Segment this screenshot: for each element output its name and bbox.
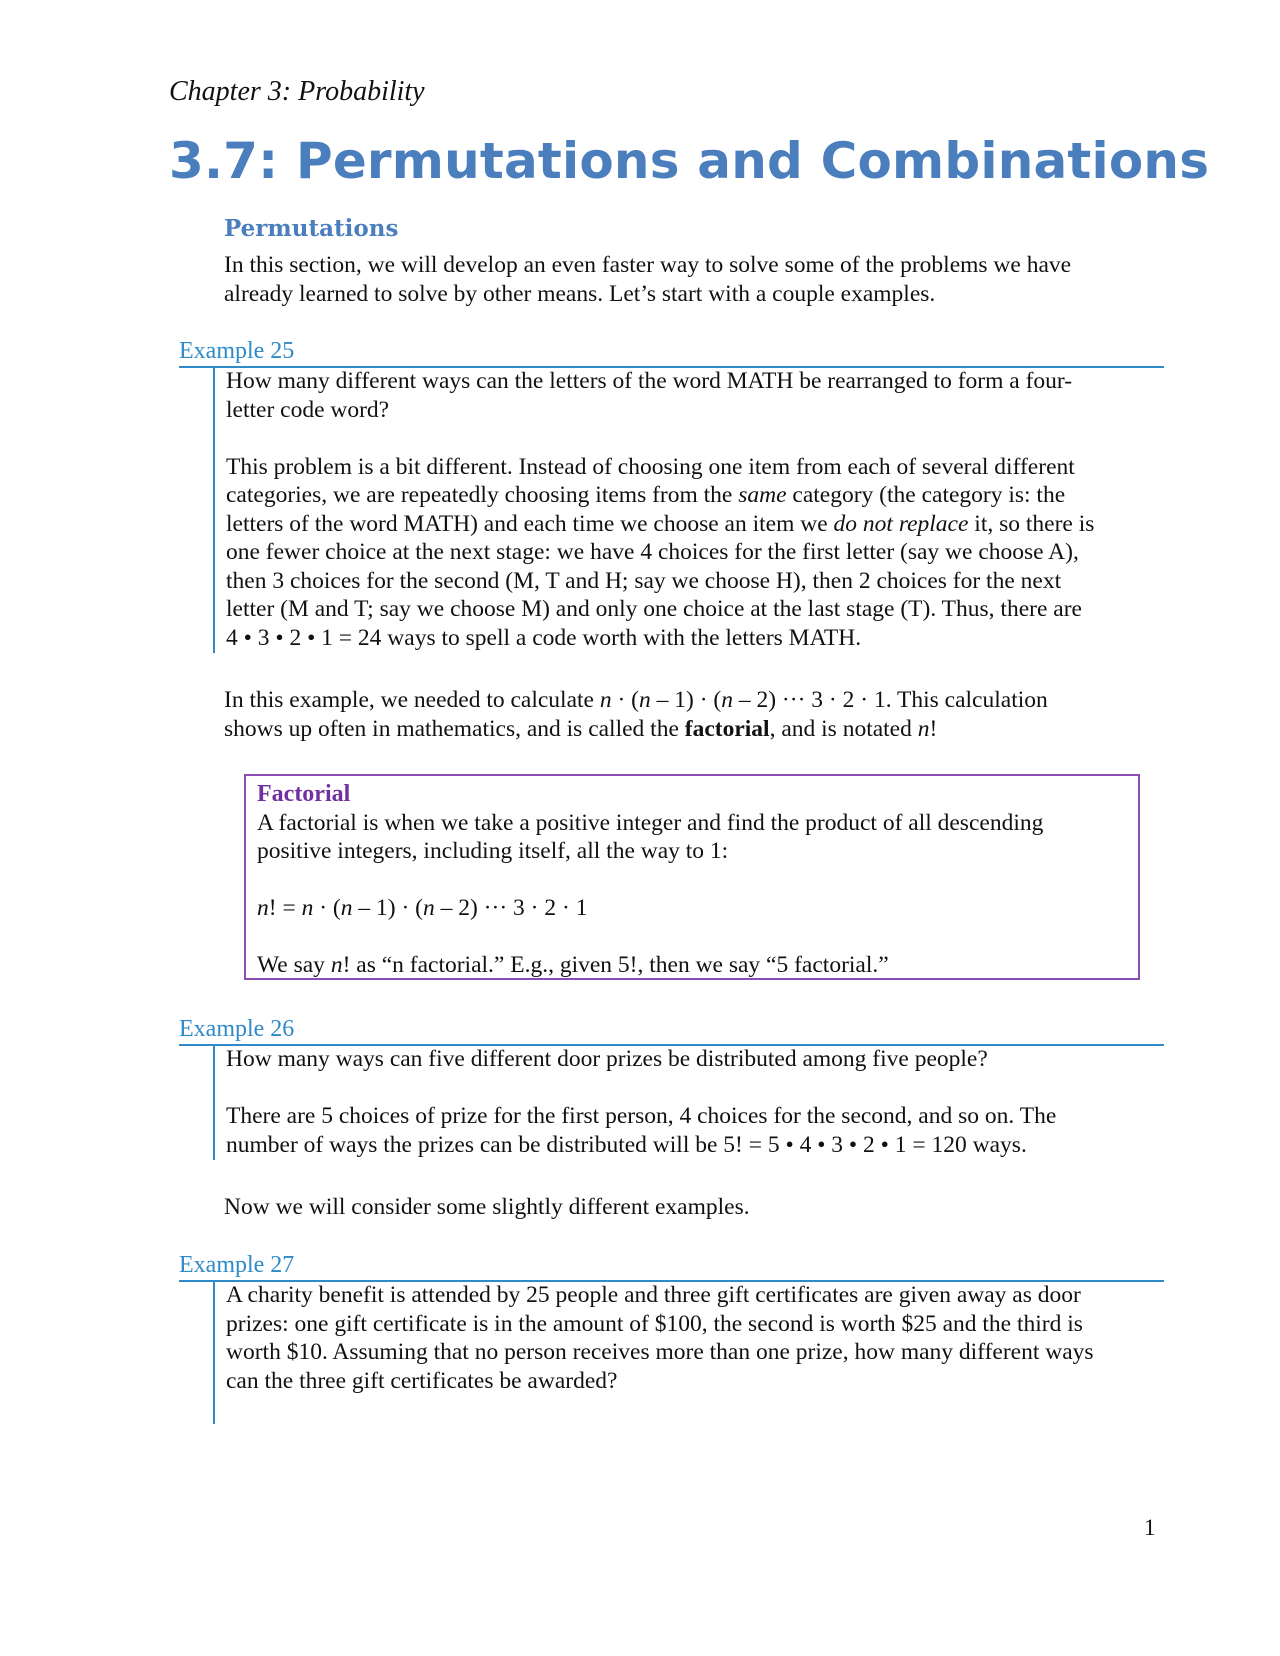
- text-run: We say: [257, 952, 331, 978]
- math-var: n: [330, 952, 343, 978]
- math-var: n: [917, 715, 930, 742]
- example-line: worth $10. Assuming that no person receives more than one prize, how many different ways: [226, 1339, 1094, 1365]
- definition-line: [257, 951, 1127, 980]
- text-run: – 1) · (: [352, 895, 423, 921]
- example-27-body: [226, 1281, 1156, 1395]
- math-var: n: [639, 687, 651, 713]
- example-line: A charity benefit is attended by 25 people and three gift certificates are given away as door: [226, 1282, 1081, 1308]
- example-line: This problem is a bit different. Instead of choosing one item from each of several different: [226, 453, 1075, 480]
- section-heading: Permutations: [224, 215, 399, 242]
- intro-paragraph: [224, 251, 1144, 308]
- example-line: letter code word?: [226, 396, 390, 423]
- chapter-header: Chapter 3: Probability: [169, 76, 425, 107]
- example-line: letter (M and T; say we choose M) and only one choice at the last stage (T). Thus, there are: [226, 596, 1082, 622]
- example-line: [226, 481, 1156, 510]
- paragraph-line: [224, 686, 1144, 715]
- example-line: number of ways the prizes can be distributed will be 5! = 5 • 4 • 3 • 2 • 1 = 120 ways.: [226, 1131, 1027, 1158]
- text-run: In this example, we needed to calculate: [224, 687, 600, 713]
- text-run: , and is notated: [769, 715, 918, 742]
- example-line: How many different ways can the letters of the word MATH be rearranged to form a four-: [226, 368, 1073, 394]
- math-var: n: [340, 895, 353, 921]
- text-run: – 2) ··· 3 · 2 · 1: [434, 895, 588, 921]
- example-25-bar: [213, 367, 215, 653]
- example-26-bar: [213, 1045, 215, 1160]
- text-run: ! =: [268, 895, 302, 921]
- text-run: categories, we are repeatedly choosing items from the: [226, 482, 739, 508]
- page-title: 3.7: Permutations and Combinations: [169, 132, 1210, 190]
- definition-content: [257, 780, 1127, 980]
- intro-line: already learned to solve by other means. Let’s start with a couple examples.: [224, 280, 936, 307]
- definition-line: positive integers, including itself, all the way to 1:: [257, 838, 729, 864]
- definition-box: [244, 774, 1140, 980]
- example-line: There are 5 choices of prize for the first person, 4 choices for the second, and so on. The: [226, 1103, 1057, 1129]
- definition-line: A factorial is when we take a positive integer and find the product of all descending: [257, 809, 1044, 836]
- text-run: letters of the word MATH) and each time we choose an item we: [226, 510, 834, 537]
- math-var: n: [257, 895, 269, 921]
- text-run: !: [929, 715, 938, 742]
- term-factorial: factorial: [684, 715, 770, 742]
- example-line: can the three gift certificates be awarded?: [226, 1367, 618, 1394]
- example-line: prizes: one gift certificate is in the amount of $100, the second is worth $25 and the third is: [226, 1310, 1083, 1337]
- example-26-body: [226, 1045, 1156, 1159]
- math-var: n: [599, 687, 612, 713]
- factorial-formula: [257, 894, 1127, 923]
- example-27-label: Example 27: [179, 1252, 295, 1278]
- example-25-label: Example 25: [179, 338, 295, 364]
- text-run: · (: [611, 687, 639, 713]
- transition-paragraph: Now we will consider some slightly different examples.: [224, 1194, 750, 1220]
- factorial-paragraph: [224, 686, 1144, 743]
- text-run: – 1) · (: [650, 687, 722, 713]
- math-var: n: [422, 895, 435, 921]
- page-number: 1: [1144, 1515, 1156, 1540]
- paragraph-line: [224, 715, 1144, 744]
- emphasis-same: same: [738, 482, 787, 508]
- math-var: n: [301, 895, 314, 921]
- definition-title: Factorial: [257, 781, 351, 807]
- example-line: How many ways can five different door prizes be distributed among five people?: [226, 1046, 988, 1072]
- example-27-bar: [213, 1281, 215, 1424]
- intro-line: In this section, we will develop an even faster way to solve some of the problems we have: [224, 252, 1072, 278]
- emphasis-do-not-replace: do not replace: [833, 510, 969, 537]
- example-26-label: Example 26: [179, 1016, 295, 1042]
- text-run: – 2) ··· 3 · 2 · 1. This calculation: [732, 687, 1048, 713]
- example-line: one fewer choice at the next stage: we have 4 choices for the first letter (say we choose A),: [226, 539, 1079, 565]
- example-line: then 3 choices for the second (M, T and H; say we choose H), then 2 choices for the next: [226, 567, 1062, 594]
- text-run: shows up often in mathematics, and is called the: [224, 715, 685, 742]
- text-run: it, so there is: [968, 510, 1095, 537]
- example-line: 4 • 3 • 2 • 1 = 24 ways to spell a code worth with the letters MATH.: [226, 624, 862, 651]
- example-25-body: [226, 367, 1156, 652]
- math-var: n: [721, 687, 733, 713]
- text-run: category (the category is: the: [786, 482, 1066, 508]
- example-line: [226, 510, 1156, 539]
- text-run: · (: [313, 895, 341, 921]
- text-run: ! as “n factorial.” E.g., given 5!, then we say “5 factorial.”: [342, 952, 889, 978]
